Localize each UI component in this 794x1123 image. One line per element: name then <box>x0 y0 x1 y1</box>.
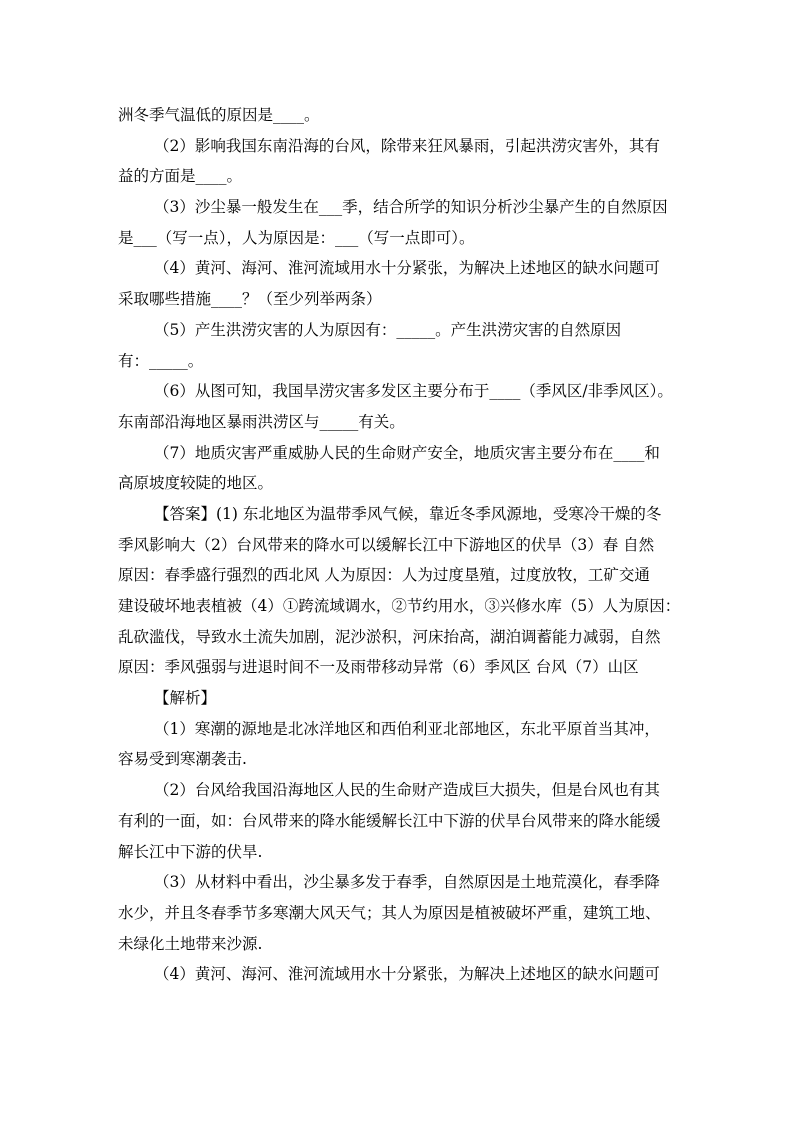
text-line: （2）影响我国东南沿海的台风，除带来狂风暴雨，引起洪涝灾害外，其有 <box>154 136 660 155</box>
answer-line: 【答案】(1) 东北地区为温带季风气候，靠近冬季风源地，受寒冷干燥的冬 <box>154 504 662 523</box>
answer-line: 乱砍滥伐，导致水土流失加剧，泥沙淤积，河床抬高，湖泊调蓄能力减弱，自然 <box>118 627 661 646</box>
analysis-line: 解长江中下游的伏旱. <box>118 842 263 861</box>
analysis-line: 水少，并且冬春季节多寒潮大风天气；其人为原因是植被破坏严重，建筑工地、 <box>118 903 661 922</box>
text-line: （4）黄河、海河、淮河流域用水十分紧张，为解决上述地区的缺水问题可 <box>154 259 660 278</box>
text-line: 是___（写一点），人为原因是：___（写一点即可）。 <box>118 228 475 247</box>
answer-line: 建设破坏地表植被（4）①跨流域调水，②节约用水，③兴修水库（5）人为原因： <box>118 597 681 615</box>
text-line: 高原坡度较陡的地区。 <box>118 474 274 493</box>
analysis-line: 未绿化土地带来沙源. <box>118 934 263 953</box>
document-page <box>118 100 681 990</box>
text-line: （3）沙尘暴一般发生在___季，结合所学的知识分析沙尘暴产生的自然原因 <box>154 198 668 217</box>
text-line: 益的方面是____。 <box>118 167 243 186</box>
text-line: （5）产生洪涝灾害的人为原因有：_____。产生洪涝灾害的自然原因 <box>154 320 622 339</box>
text-line: 东南部沿海地区暴雨洪涝区与_____有关。 <box>118 412 405 431</box>
analysis-line: （4）黄河、海河、淮河流域用水十分紧张，为解决上述地区的缺水问题可 <box>154 965 660 984</box>
answer-line: 原因：季风强弱与进退时间不一及雨带移动异常（6）季风区 台风（7）山区 <box>118 658 639 677</box>
text-line: （7）地质灾害严重威胁人民的生命财产安全，地质灾害主要分布在____和 <box>154 443 660 462</box>
text-line: 洲冬季气温低的原因是____。 <box>118 106 320 124</box>
answer-line: 原因：春季盛行强烈的西北风 人为原因：人为过度垦殖，过度放牧，工矿交通 <box>118 566 650 585</box>
analysis-line: 有利的一面，如：台风带来的降水能缓解长江中下游的伏旱台风带来的降水能缓 <box>118 811 661 830</box>
analysis-line: （2）台风给我国沿海地区人民的生命财产造成巨大损失，但是台风也有其 <box>154 781 660 800</box>
analysis-line: （1）寒潮的源地是北冰洋地区和西伯利亚北部地区，东北平原首当其冲， <box>154 719 660 738</box>
text-line: 有：_____。 <box>118 351 204 370</box>
analysis-line: 容易受到寒潮袭击. <box>118 750 247 769</box>
analysis-line: （3）从材料中看出，沙尘暴多发于春季，自然原因是土地荒漠化，春季降 <box>154 873 660 892</box>
text-line: （6）从图可知，我国旱涝灾害多发区主要分布于____（季风区/非季风区）。 <box>154 382 673 401</box>
answer-line: 季风影响大（2）台风带来的降水可以缓解长江中下游地区的伏旱（3）春 自然 <box>118 535 655 554</box>
text-line: 采取哪些措施____？（至少列举两条） <box>118 290 382 309</box>
analysis-heading: 【解析】 <box>154 689 217 708</box>
